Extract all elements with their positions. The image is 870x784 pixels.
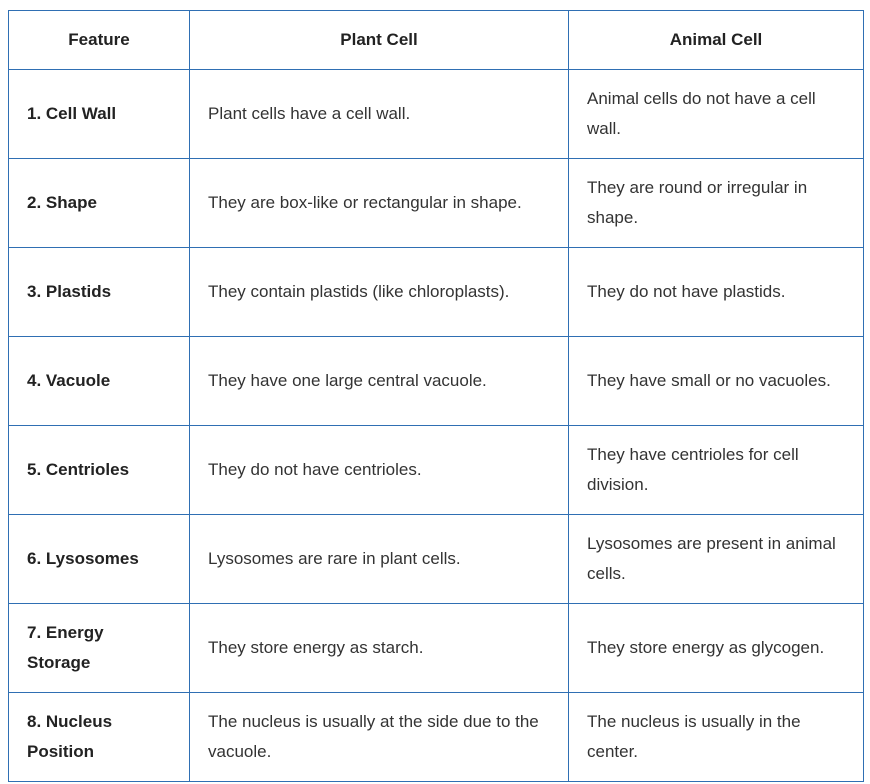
plant-cell-value: Lysosomes are rare in plant cells. (190, 515, 569, 604)
feature-cell: 4. Vacuole (9, 337, 190, 426)
table-row (9, 515, 864, 604)
feature-cell: 6. Lysosomes (9, 515, 190, 604)
plant-cell-value: They store energy as starch. (190, 604, 569, 693)
feature-cell: 1. Cell Wall (9, 70, 190, 159)
header-feature: Feature (9, 11, 190, 70)
animal-cell-value: They are round or irregular in shape. (569, 159, 864, 248)
animal-cell-value: The nucleus is usually in the center. (569, 693, 864, 782)
table-row (9, 248, 864, 337)
feature-cell: 8. Nucleus Position (9, 693, 190, 782)
animal-cell-value: They have small or no vacuoles. (569, 337, 864, 426)
plant-cell-value: They have one large central vacuole. (190, 337, 569, 426)
header-plant-cell: Plant Cell (190, 11, 569, 70)
table-row (9, 693, 864, 782)
table-row (9, 159, 864, 248)
table-row (9, 426, 864, 515)
table-row (9, 70, 864, 159)
plant-cell-value: They do not have centrioles. (190, 426, 569, 515)
feature-cell: 2. Shape (9, 159, 190, 248)
comparison-table (8, 10, 864, 782)
table-row (9, 337, 864, 426)
animal-cell-value: Animal cells do not have a cell wall. (569, 70, 864, 159)
plant-cell-value: They contain plastids (like chloroplasts). (190, 248, 569, 337)
header-animal-cell: Animal Cell (569, 11, 864, 70)
feature-cell: 5. Centrioles (9, 426, 190, 515)
table-row (9, 604, 864, 693)
animal-cell-value: Lysosomes are present in animal cells. (569, 515, 864, 604)
animal-cell-value: They store energy as glycogen. (569, 604, 864, 693)
animal-cell-value: They do not have plastids. (569, 248, 864, 337)
plant-cell-value: They are box-like or rectangular in shape. (190, 159, 569, 248)
feature-cell: 7. Energy Storage (9, 604, 190, 693)
feature-cell: 3. Plastids (9, 248, 190, 337)
plant-cell-value: The nucleus is usually at the side due to the vacuole. (190, 693, 569, 782)
header-row (9, 11, 864, 70)
plant-cell-value: Plant cells have a cell wall. (190, 70, 569, 159)
animal-cell-value: They have centrioles for cell division. (569, 426, 864, 515)
